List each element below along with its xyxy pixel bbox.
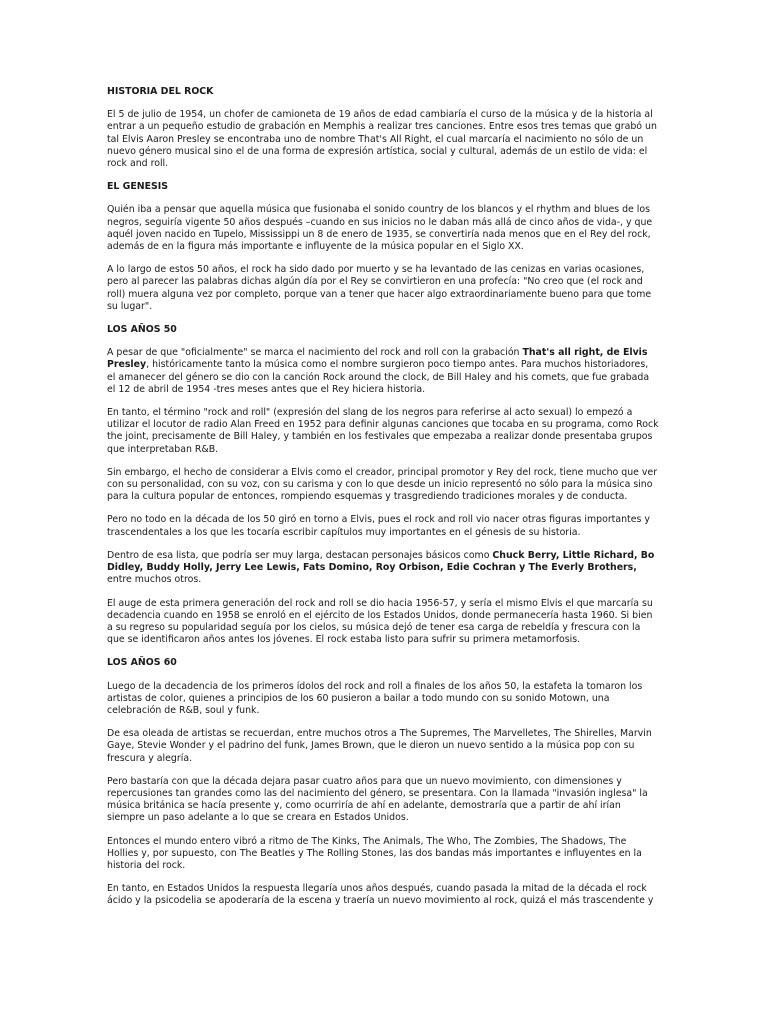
paragraph bbox=[107, 347, 659, 396]
paragraph: En tanto, el término "rock and roll" (expresión del slang de los negros para referirse al acto sexual) lo empezó a utilizar el locutor de radio Alan Freed en 1952 para definir algunas canciones que tocaba en su programa, como Rock the joint, precisamente de Bill Haley, y también en los festivales que empezaba a realizar donde presentaba grupos que interpretaban R&B. bbox=[107, 407, 659, 455]
section-heading-50s: LOS AÑOS 50 bbox=[107, 324, 177, 336]
paragraph: Pero no todo en la década de los 50 giró en torno a Elvis, pues el rock and roll vio nacer otras figuras importantes y trascendentales a los que les tocaría escribir capítulos muy importantes en el génesis de su historia. bbox=[107, 514, 650, 538]
paragraph: Luego de la decadencia de los primeros ídolos del rock and roll a finales de los años 50, la estafeta la tomaron los artistas de color, quienes a principios de los 60 pusieron a bailar a todo mundo con su sonido Motown, una celebración de R&B, soul y funk. bbox=[107, 680, 643, 716]
paragraph: Sin embargo, el hecho de considerar a Elvis como el creador, principal promotor y Rey del rock, tiene mucho que ver con su personalidad, con su voz, con su carisma y con lo que desde un inicio representó no sólo para la música sino para la cultura popular de entonces, rompiendo esquemas y trasgrediendo tradiciones morales y de conducta. bbox=[107, 466, 658, 503]
paragraph-text: entre muchos otros. bbox=[107, 574, 202, 586]
paragraph: Entonces el mundo entero vibró a ritmo de The Kinks, The Animals, The Who, The Zombies, The Shadows, The Hollies y, por supuesto, con The Beatles y The Rolling Stones, las dos bandas más importantes e influyentes en la historia del rock. bbox=[107, 835, 642, 871]
bold-text: That's all right, de Elvis Presley bbox=[107, 347, 648, 371]
paragraph bbox=[107, 550, 659, 587]
paragraph: En tanto, en Estados Unidos la respuesta llegaría unos años después, cuando pasada la mitad de la década el rock ácido y la psicodelia se apoderaría de la escena y traería un nuevo movimiento al rock, quizá el más trascendente y bbox=[107, 883, 654, 907]
paragraph-text: Dentro de esa lista, que podría ser muy larga, destacan personajes básicos como bbox=[107, 549, 493, 561]
paragraph: Pero bastaría con que la década dejara pasar cuatro años para que un nuevo movimiento, con dimensiones y repercusiones tan grandes como las del nacimiento del género, se presentara. Con la llamada "invasión inglesa" la música británica se hacía presente y, como ocurriría de ahí en adelante, demostraría que a partir de ahí irían siempre un paso adelante a lo que se creara en Estados Unidos. bbox=[107, 775, 648, 824]
paragraph: De esa oleada de artistas se recuerdan, entre muchos otros a The Supremes, The Marvelletes, The Shirelles, Marvin Gaye, Stevie Wonder y el padrino del funk, James Brown, que le dieron un nuevo sentido a la música pop con su frescura y alegría. bbox=[107, 728, 652, 764]
paragraph-text: A pesar de que "oficialmente" se marca el nacimiento del rock and roll con la grabación bbox=[107, 347, 523, 359]
paragraph: Quién iba a pensar que aquella música que fusionaba el sonido country de los blancos y el rhythm and blues de los negros, seguiría vigente 50 años después –cuando en sus inicios no le daban más allá de cinco años de vida-, y que aquél joven nacido en Tupelo, Mississippi un 8 de enero de 1935, se convertiría nada menos que en el Rey del rock, además de en la figura más importante e influyente de la música popular en el Siglo XX. bbox=[107, 204, 653, 253]
document-body bbox=[107, 86, 659, 919]
section-heading-genesis: EL GENESIS bbox=[107, 181, 168, 193]
paragraph-text: , históricamente tanto la música como el nombre surgieron poco tiempo antes. Para muchos historiadores, el amanecer del género se dio con la canción Rock around the clock, de Bill Haley and his comets, que fue grabada el 12 de abril de 1954 -tres meses antes que el Rey hiciera historia. bbox=[107, 359, 650, 395]
bold-text: Chuck Berry, Little Richard, Bo Didley, Buddy Holly, Jerry Lee Lewis, Fats Domino, Roy Orbison, Edie Cochran y The Everly Brothers, bbox=[107, 549, 655, 574]
document-title: HISTORIA DEL ROCK bbox=[107, 86, 214, 97]
paragraph: A lo largo de estos 50 años, el rock ha sido dado por muerto y se ha levantado de las cenizas en varias ocasiones, pero al parecer las palabras dichas algún día por el Rey se convirtieron en una profecía: "No creo que (el rock and roll) muera alguna vez por completo, porque van a tener que hacer algo extraordinariamente bueno para que tome su lugar". bbox=[107, 264, 652, 312]
paragraph: El auge de esta primera generación del rock and roll se dio hacia 1956-57, y sería el mismo Elvis el que marcaría su decadencia cuando en 1958 se enroló en el ejército de los Estados Unidos, donde permanecería hasta 1960. Si bien a su regreso su popularidad seguía por los cielos, su música dejó de tener esa carga de rebeldía y frescura con la que se identificaron años antes los jóvenes. El rock estaba listo para sufrir su primera metamorfosis. bbox=[107, 597, 653, 646]
paragraph: El 5 de julio de 1954, un chofer de camioneta de 19 años de edad cambiaría el curso de la música y de la historia al entrar a un pequeño estudio de grabación en Memphis a realizar tres canciones. Entre esos tres temas que grabó un tal Elvis Aaron Presley se encontraba uno de nombre That's All Right, el cual marcaría el nacimiento no sólo de un nuevo género musical sino el de una forma de expresión artística, social y cultural, además de un estilo de vida: el rock and roll. bbox=[107, 109, 657, 170]
section-heading-60s: LOS AÑOS 60 bbox=[107, 657, 177, 669]
